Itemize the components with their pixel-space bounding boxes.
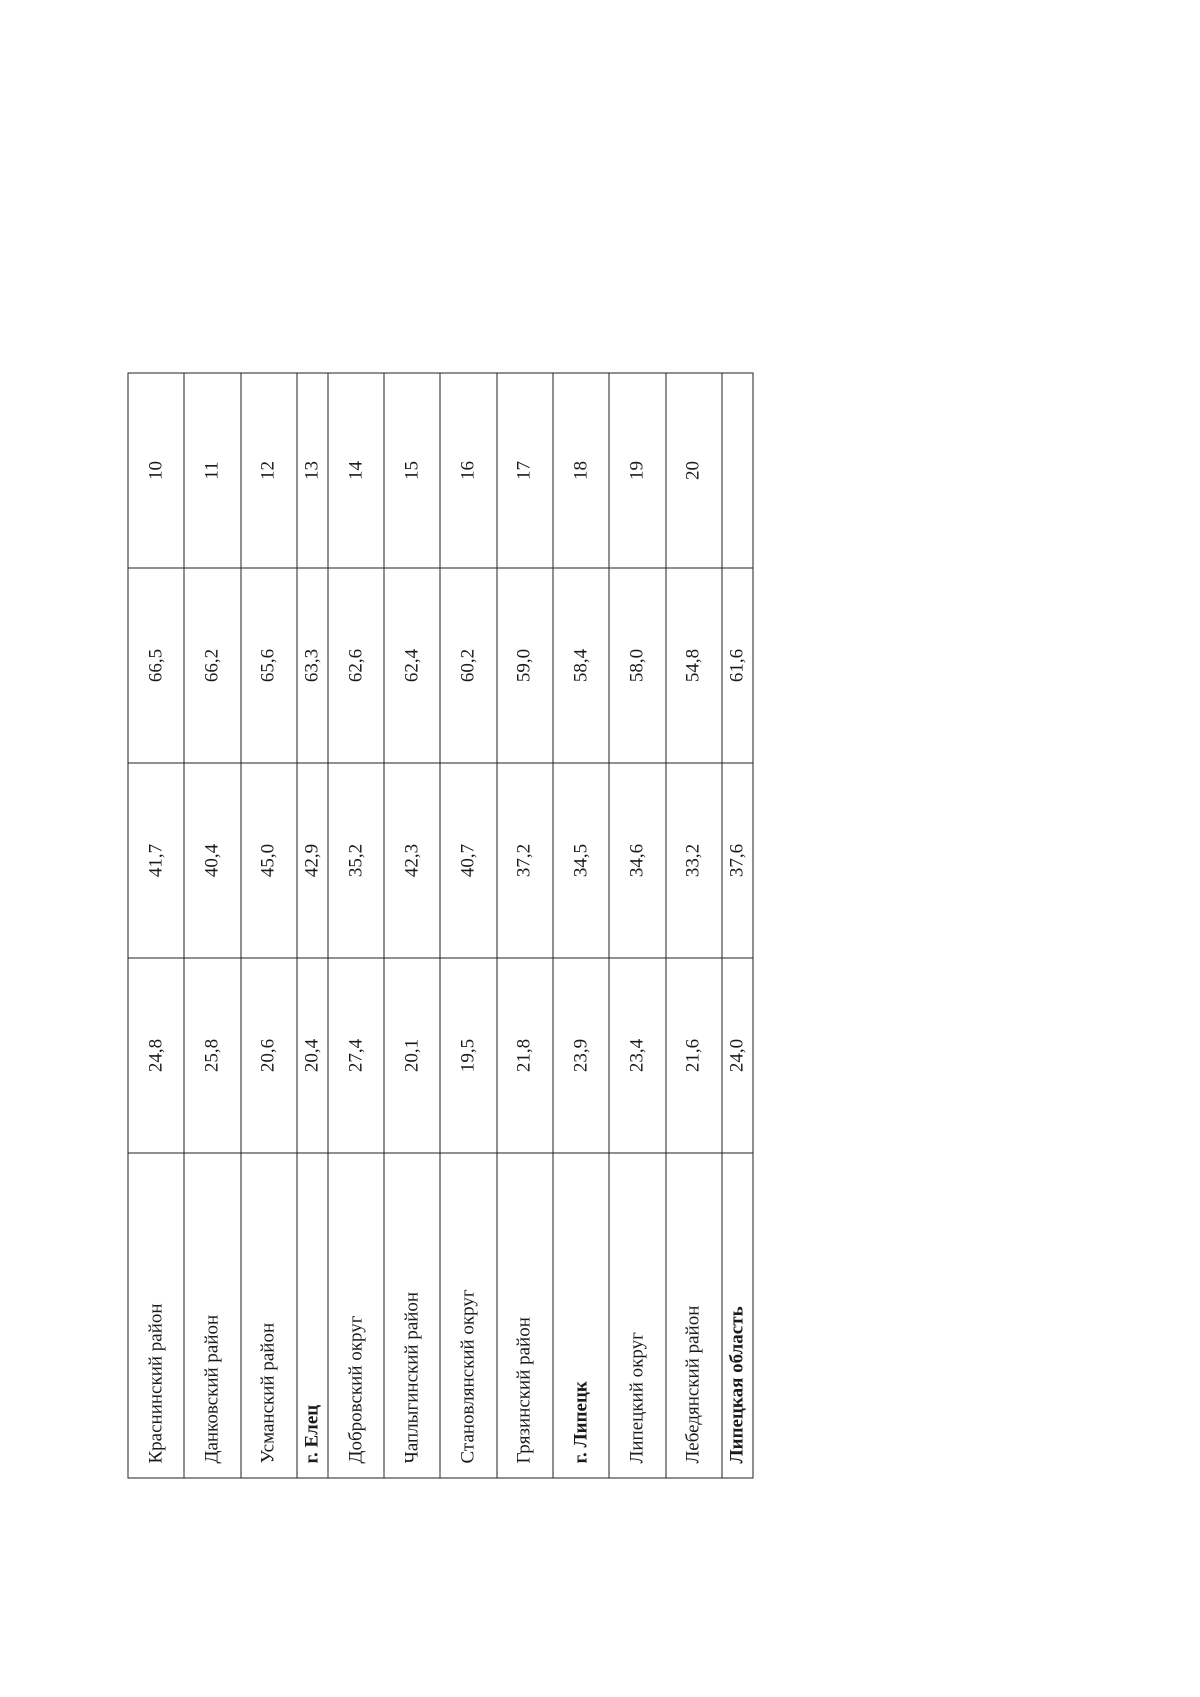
value-1: 25,8 xyxy=(184,958,240,1153)
value-total: 65,6 xyxy=(241,568,297,763)
value-2: 37,2 xyxy=(497,763,553,958)
value-total: 62,6 xyxy=(328,568,384,763)
value-2: 34,5 xyxy=(553,763,609,958)
row-name: г. Елец xyxy=(297,1153,328,1478)
table-row xyxy=(328,373,384,1478)
row-name: Липецкая область xyxy=(722,1153,753,1478)
rank: 12 xyxy=(241,373,297,568)
value-1: 23,9 xyxy=(553,958,609,1153)
table-row xyxy=(384,373,440,1478)
row-name: Грязинский район xyxy=(497,1153,553,1478)
rank: 17 xyxy=(497,373,553,568)
row-name: Усманский район xyxy=(241,1153,297,1478)
table-row xyxy=(553,373,609,1478)
value-total: 58,4 xyxy=(553,568,609,763)
value-total: 61,6 xyxy=(722,568,753,763)
table-row xyxy=(184,373,240,1478)
value-2: 42,9 xyxy=(297,763,328,958)
value-1: 27,4 xyxy=(328,958,384,1153)
rank: 19 xyxy=(609,373,665,568)
table-row xyxy=(297,373,328,1478)
row-name: Данковский район xyxy=(184,1153,240,1478)
rank: 10 xyxy=(128,373,184,568)
value-1: 20,1 xyxy=(384,958,440,1153)
value-1: 24,0 xyxy=(722,958,753,1153)
row-name: Лебедянский район xyxy=(666,1153,722,1478)
value-2: 35,2 xyxy=(328,763,384,958)
value-2: 37,6 xyxy=(722,763,753,958)
row-name: Добровский округ xyxy=(328,1153,384,1478)
rank: 11 xyxy=(184,373,240,568)
value-2: 33,2 xyxy=(666,763,722,958)
row-name: г. Липецк xyxy=(553,1153,609,1478)
rank: 13 xyxy=(297,373,328,568)
table-row xyxy=(128,373,184,1478)
value-1: 24,8 xyxy=(128,958,184,1153)
value-total: 60,2 xyxy=(440,568,496,763)
row-name: Становлянский округ xyxy=(440,1153,496,1478)
value-total: 66,5 xyxy=(128,568,184,763)
value-1: 20,6 xyxy=(241,958,297,1153)
rank: 15 xyxy=(384,373,440,568)
table-row-total xyxy=(722,373,753,1478)
value-2: 45,0 xyxy=(241,763,297,958)
value-2: 42,3 xyxy=(384,763,440,958)
value-total: 63,3 xyxy=(297,568,328,763)
row-name: Краснинский район xyxy=(128,1153,184,1478)
table-row xyxy=(440,373,496,1478)
value-1: 21,8 xyxy=(497,958,553,1153)
value-2: 41,7 xyxy=(128,763,184,958)
table-row xyxy=(609,373,665,1478)
table-row xyxy=(241,373,297,1478)
value-2: 34,6 xyxy=(609,763,665,958)
value-1: 23,4 xyxy=(609,958,665,1153)
value-2: 40,7 xyxy=(440,763,496,958)
value-1: 20,4 xyxy=(297,958,328,1153)
value-total: 62,4 xyxy=(384,568,440,763)
value-1: 19,5 xyxy=(440,958,496,1153)
rank xyxy=(722,373,753,568)
rank: 18 xyxy=(553,373,609,568)
row-name: Чаплыгинский район xyxy=(384,1153,440,1478)
rank: 16 xyxy=(440,373,496,568)
table-row xyxy=(497,373,553,1478)
value-2: 40,4 xyxy=(184,763,240,958)
rotated-table-container xyxy=(128,374,754,1479)
district-indicators-table xyxy=(128,373,754,1479)
row-name: Липецкий округ xyxy=(609,1153,665,1478)
value-total: 59,0 xyxy=(497,568,553,763)
table-row xyxy=(666,373,722,1478)
value-total: 66,2 xyxy=(184,568,240,763)
rank: 14 xyxy=(328,373,384,568)
value-1: 21,6 xyxy=(666,958,722,1153)
value-total: 54,8 xyxy=(666,568,722,763)
rank: 20 xyxy=(666,373,722,568)
value-total: 58,0 xyxy=(609,568,665,763)
